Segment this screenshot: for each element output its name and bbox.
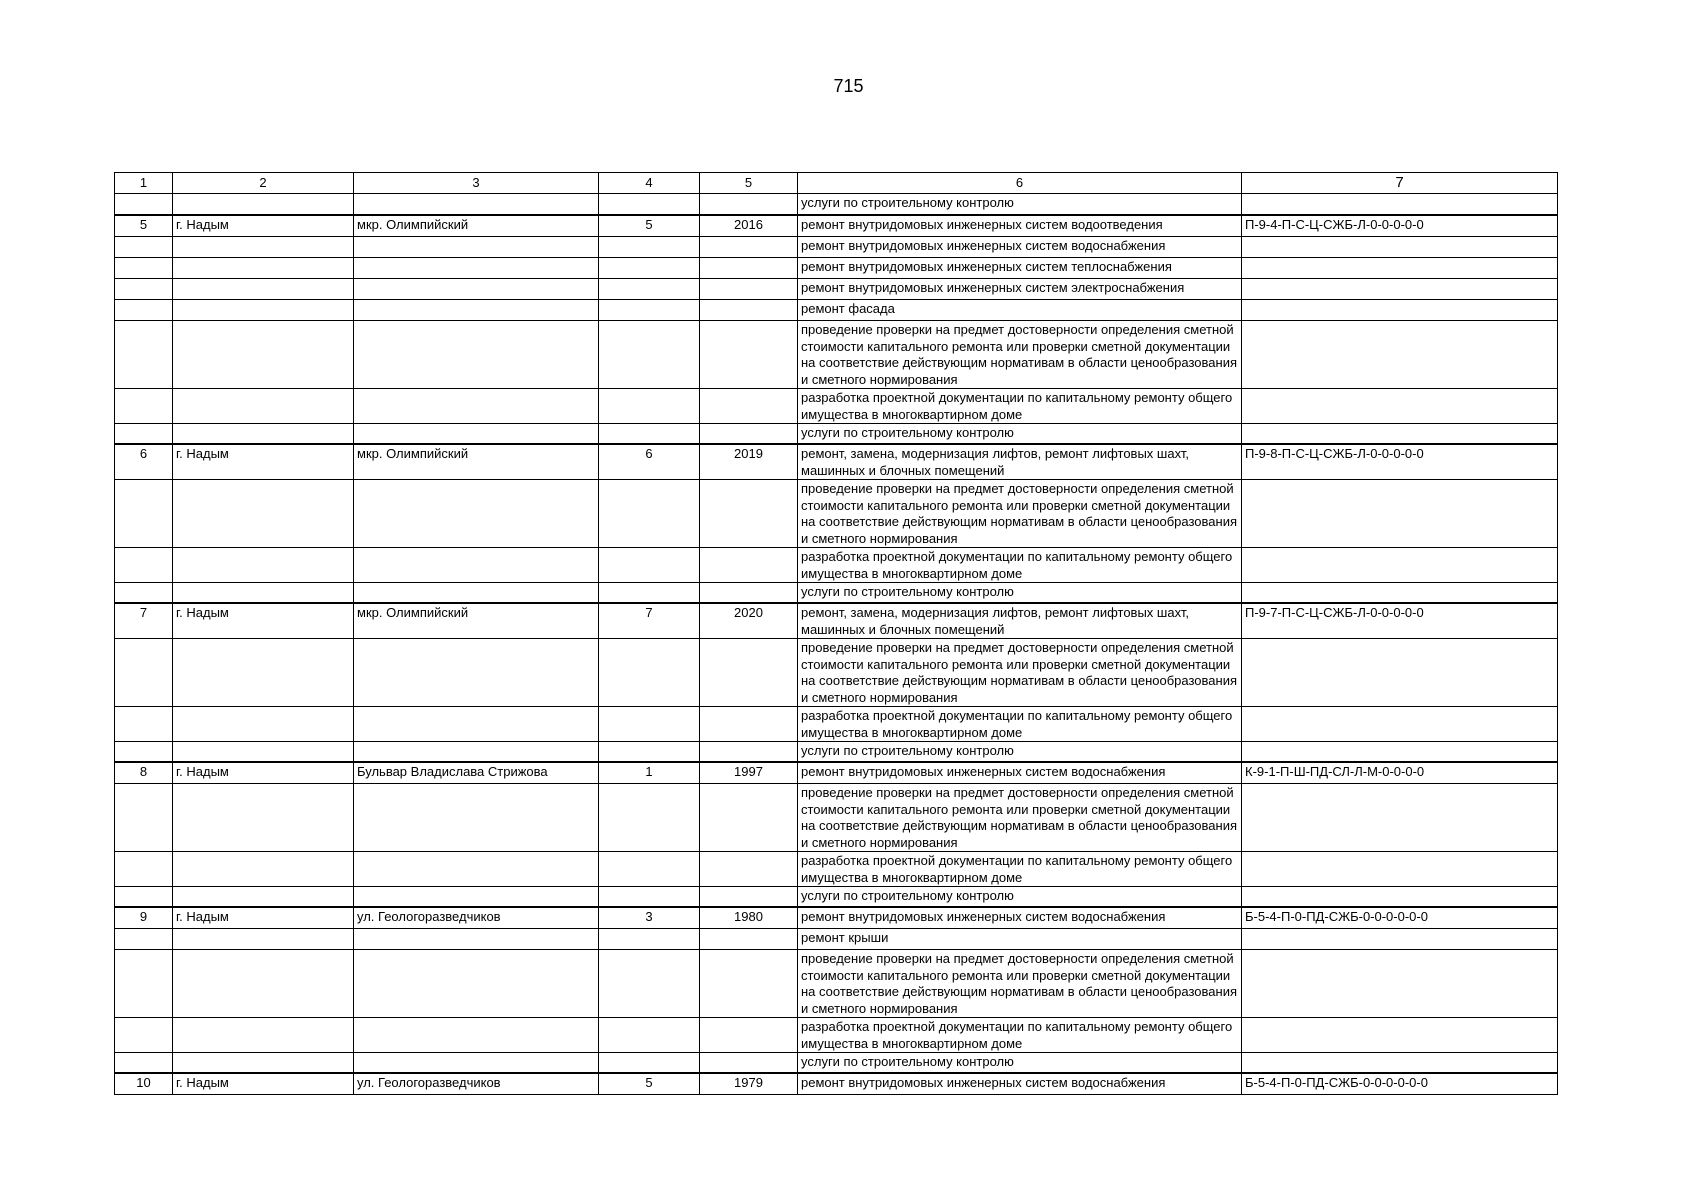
- city-cell: [173, 852, 354, 887]
- row-number: [115, 887, 173, 908]
- house-cell: [599, 929, 700, 950]
- work-cell: услуги по строительному контролю: [798, 194, 1242, 216]
- row-number: [115, 1053, 173, 1074]
- house-cell: [599, 321, 700, 389]
- work-cell: разработка проектной документации по капитальному ремонту общего имущества в многоквартирном доме: [798, 389, 1242, 424]
- code-cell: [1242, 389, 1558, 424]
- house-cell: [599, 742, 700, 763]
- work-cell: ремонт внутридомовых инженерных систем водоснабжения: [798, 907, 1242, 929]
- city-cell: [173, 548, 354, 583]
- street-cell: [354, 887, 599, 908]
- row-number: [115, 950, 173, 1018]
- year-cell: [700, 742, 798, 763]
- work-cell: ремонт внутридомовых инженерных систем водоснабжения: [798, 762, 1242, 784]
- row-number: [115, 548, 173, 583]
- work-cell: услуги по строительному контролю: [798, 424, 1242, 445]
- table-row: [115, 444, 1558, 480]
- house-cell: [599, 279, 700, 300]
- year-cell: [700, 548, 798, 583]
- code-cell: К-9-1-П-Ш-ПД-СЛ-Л-М-0-0-0-0: [1242, 762, 1558, 784]
- row-number: [115, 389, 173, 424]
- table-row: [115, 548, 1558, 583]
- year-cell: [700, 929, 798, 950]
- code-cell: [1242, 1018, 1558, 1053]
- year-cell: [700, 1053, 798, 1074]
- work-cell: ремонт внутридомовых инженерных систем электроснабжения: [798, 279, 1242, 300]
- year-cell: [700, 258, 798, 279]
- street-cell: [354, 784, 599, 852]
- street-cell: Бульвар Владислава Стрижова: [354, 762, 599, 784]
- row-number: [115, 583, 173, 604]
- table-row: [115, 1018, 1558, 1053]
- code-cell: [1242, 258, 1558, 279]
- house-cell: 5: [599, 1073, 700, 1095]
- row-number: [115, 424, 173, 445]
- row-number: [115, 480, 173, 548]
- street-cell: [354, 742, 599, 763]
- table-row: [115, 389, 1558, 424]
- city-cell: [173, 389, 354, 424]
- year-cell: [700, 852, 798, 887]
- city-cell: г. Надым: [173, 603, 354, 639]
- work-cell: разработка проектной документации по капитальному ремонту общего имущества в многоквартирном доме: [798, 852, 1242, 887]
- table-row: [115, 237, 1558, 258]
- code-cell: [1242, 279, 1558, 300]
- street-cell: [354, 424, 599, 445]
- table-row: [115, 639, 1558, 707]
- work-cell: услуги по строительному контролю: [798, 1053, 1242, 1074]
- street-cell: [354, 639, 599, 707]
- column-header: 4: [599, 173, 700, 194]
- street-cell: [354, 321, 599, 389]
- column-header: 6: [798, 173, 1242, 194]
- works-table: [114, 172, 1558, 1095]
- house-cell: [599, 1018, 700, 1053]
- table-row: [115, 603, 1558, 639]
- year-cell: [700, 389, 798, 424]
- row-number: [115, 852, 173, 887]
- table-row: [115, 480, 1558, 548]
- city-cell: г. Надым: [173, 907, 354, 929]
- street-cell: [354, 929, 599, 950]
- house-cell: [599, 480, 700, 548]
- row-number: [115, 929, 173, 950]
- street-cell: [354, 1018, 599, 1053]
- house-cell: [599, 1053, 700, 1074]
- table-row: [115, 742, 1558, 763]
- code-cell: [1242, 639, 1558, 707]
- city-cell: [173, 1053, 354, 1074]
- column-header: 1: [115, 173, 173, 194]
- work-cell: ремонт внутридомовых инженерных систем водоснабжения: [798, 237, 1242, 258]
- work-cell: ремонт, замена, модернизация лифтов, ремонт лифтовых шахт, машинных и блочных помещений: [798, 603, 1242, 639]
- code-cell: [1242, 950, 1558, 1018]
- city-cell: [173, 742, 354, 763]
- work-cell: ремонт крыши: [798, 929, 1242, 950]
- work-cell: ремонт внутридомовых инженерных систем водоснабжения: [798, 1073, 1242, 1095]
- house-cell: [599, 852, 700, 887]
- street-cell: [354, 389, 599, 424]
- year-cell: [700, 887, 798, 908]
- house-cell: [599, 583, 700, 604]
- table-row: [115, 300, 1558, 321]
- column-header: 7: [1242, 173, 1558, 194]
- city-cell: [173, 480, 354, 548]
- city-cell: г. Надым: [173, 215, 354, 237]
- house-cell: 3: [599, 907, 700, 929]
- year-cell: [700, 237, 798, 258]
- table-row: [115, 929, 1558, 950]
- city-cell: [173, 639, 354, 707]
- city-cell: [173, 950, 354, 1018]
- code-cell: [1242, 424, 1558, 445]
- house-cell: 6: [599, 444, 700, 480]
- city-cell: [173, 707, 354, 742]
- house-cell: 1: [599, 762, 700, 784]
- row-number: [115, 237, 173, 258]
- header-row: [115, 173, 1558, 194]
- house-cell: [599, 887, 700, 908]
- house-cell: 7: [599, 603, 700, 639]
- house-cell: [599, 950, 700, 1018]
- code-cell: [1242, 237, 1558, 258]
- year-cell: [700, 480, 798, 548]
- code-cell: Б-5-4-П-0-ПД-СЖБ-0-0-0-0-0-0: [1242, 1073, 1558, 1095]
- street-cell: [354, 279, 599, 300]
- year-cell: [700, 300, 798, 321]
- city-cell: [173, 237, 354, 258]
- row-number: [115, 300, 173, 321]
- row-number: 9: [115, 907, 173, 929]
- work-cell: проведение проверки на предмет достоверности определения сметной стоимости капитального ремонта или проверки сметной документации на соответствие действующим нормативам в области ценообразования и сметного нормирования: [798, 639, 1242, 707]
- table-row: [115, 424, 1558, 445]
- code-cell: [1242, 784, 1558, 852]
- city-cell: [173, 258, 354, 279]
- city-cell: г. Надым: [173, 444, 354, 480]
- year-cell: [700, 950, 798, 1018]
- street-cell: [354, 258, 599, 279]
- table-row: [115, 852, 1558, 887]
- code-cell: П-9-8-П-С-Ц-СЖБ-Л-0-0-0-0-0: [1242, 444, 1558, 480]
- code-cell: [1242, 321, 1558, 389]
- table-row: [115, 279, 1558, 300]
- street-cell: [354, 480, 599, 548]
- table-row: [115, 194, 1558, 216]
- table-row: [115, 707, 1558, 742]
- street-cell: ул. Геологоразведчиков: [354, 907, 599, 929]
- city-cell: [173, 194, 354, 216]
- work-cell: услуги по строительному контролю: [798, 742, 1242, 763]
- year-cell: [700, 784, 798, 852]
- street-cell: мкр. Олимпийский: [354, 215, 599, 237]
- code-cell: [1242, 929, 1558, 950]
- work-cell: разработка проектной документации по капитальному ремонту общего имущества в многоквартирном доме: [798, 1018, 1242, 1053]
- code-cell: [1242, 1053, 1558, 1074]
- row-number: 6: [115, 444, 173, 480]
- street-cell: мкр. Олимпийский: [354, 603, 599, 639]
- work-cell: проведение проверки на предмет достоверности определения сметной стоимости капитального ремонта или проверки сметной документации на соответствие действующим нормативам в области ценообразования и сметного нормирования: [798, 950, 1242, 1018]
- house-cell: [599, 548, 700, 583]
- house-cell: [599, 707, 700, 742]
- city-cell: [173, 929, 354, 950]
- city-cell: [173, 424, 354, 445]
- table-row: [115, 321, 1558, 389]
- column-header: 3: [354, 173, 599, 194]
- city-cell: [173, 279, 354, 300]
- table-row: [115, 887, 1558, 908]
- work-cell: разработка проектной документации по капитальному ремонту общего имущества в многоквартирном доме: [798, 707, 1242, 742]
- street-cell: мкр. Олимпийский: [354, 444, 599, 480]
- code-cell: [1242, 887, 1558, 908]
- row-number: [115, 742, 173, 763]
- column-header: 2: [173, 173, 354, 194]
- code-cell: П-9-7-П-С-Ц-СЖБ-Л-0-0-0-0-0: [1242, 603, 1558, 639]
- city-cell: г. Надым: [173, 762, 354, 784]
- row-number: 5: [115, 215, 173, 237]
- house-cell: [599, 784, 700, 852]
- table-row: [115, 1073, 1558, 1095]
- street-cell: [354, 237, 599, 258]
- street-cell: [354, 852, 599, 887]
- code-cell: [1242, 194, 1558, 216]
- city-cell: [173, 583, 354, 604]
- city-cell: [173, 784, 354, 852]
- year-cell: 2020: [700, 603, 798, 639]
- row-number: [115, 258, 173, 279]
- table-row: [115, 762, 1558, 784]
- code-cell: [1242, 583, 1558, 604]
- house-cell: [599, 389, 700, 424]
- code-cell: [1242, 742, 1558, 763]
- row-number: [115, 194, 173, 216]
- year-cell: 1979: [700, 1073, 798, 1095]
- code-cell: [1242, 480, 1558, 548]
- row-number: [115, 279, 173, 300]
- work-cell: ремонт внутридомовых инженерных систем водоотведения: [798, 215, 1242, 237]
- table-row: [115, 1053, 1558, 1074]
- year-cell: 1980: [700, 907, 798, 929]
- year-cell: [700, 424, 798, 445]
- house-cell: 5: [599, 215, 700, 237]
- city-cell: [173, 300, 354, 321]
- code-cell: П-9-4-П-С-Ц-СЖБ-Л-0-0-0-0-0: [1242, 215, 1558, 237]
- table-row: [115, 784, 1558, 852]
- house-cell: [599, 424, 700, 445]
- year-cell: 2019: [700, 444, 798, 480]
- city-cell: г. Надым: [173, 1073, 354, 1095]
- row-number: 10: [115, 1073, 173, 1095]
- street-cell: [354, 950, 599, 1018]
- row-number: 7: [115, 603, 173, 639]
- house-cell: [599, 258, 700, 279]
- table-row: [115, 215, 1558, 237]
- city-cell: [173, 1018, 354, 1053]
- code-cell: [1242, 548, 1558, 583]
- work-cell: проведение проверки на предмет достоверности определения сметной стоимости капитального ремонта или проверки сметной документации на соответствие действующим нормативам в области ценообразования и сметного нормирования: [798, 480, 1242, 548]
- year-cell: [700, 639, 798, 707]
- year-cell: [700, 1018, 798, 1053]
- house-cell: [599, 639, 700, 707]
- street-cell: ул. Геологоразведчиков: [354, 1073, 599, 1095]
- code-cell: [1242, 707, 1558, 742]
- year-cell: [700, 707, 798, 742]
- work-cell: проведение проверки на предмет достоверности определения сметной стоимости капитального ремонта или проверки сметной документации на соответствие действующим нормативам в области ценообразования и сметного нормирования: [798, 321, 1242, 389]
- year-cell: 2016: [700, 215, 798, 237]
- column-header: 5: [700, 173, 798, 194]
- year-cell: [700, 194, 798, 216]
- year-cell: [700, 279, 798, 300]
- table-row: [115, 950, 1558, 1018]
- row-number: [115, 784, 173, 852]
- year-cell: [700, 321, 798, 389]
- table-row: [115, 258, 1558, 279]
- work-cell: проведение проверки на предмет достоверности определения сметной стоимости капитального ремонта или проверки сметной документации на соответствие действующим нормативам в области ценообразования и сметного нормирования: [798, 784, 1242, 852]
- page-number: 715: [833, 76, 864, 96]
- street-cell: [354, 583, 599, 604]
- year-cell: 1997: [700, 762, 798, 784]
- year-cell: [700, 583, 798, 604]
- row-number: 8: [115, 762, 173, 784]
- table-row: [115, 907, 1558, 929]
- work-cell: разработка проектной документации по капитальному ремонту общего имущества в многоквартирном доме: [798, 548, 1242, 583]
- house-cell: [599, 237, 700, 258]
- street-cell: [354, 548, 599, 583]
- code-cell: [1242, 852, 1558, 887]
- row-number: [115, 1018, 173, 1053]
- city-cell: [173, 321, 354, 389]
- code-cell: [1242, 300, 1558, 321]
- street-cell: [354, 194, 599, 216]
- work-cell: ремонт, замена, модернизация лифтов, ремонт лифтовых шахт, машинных и блочных помещений: [798, 444, 1242, 480]
- row-number: [115, 321, 173, 389]
- work-cell: услуги по строительному контролю: [798, 887, 1242, 908]
- street-cell: [354, 707, 599, 742]
- street-cell: [354, 1053, 599, 1074]
- house-cell: [599, 300, 700, 321]
- row-number: [115, 639, 173, 707]
- city-cell: [173, 887, 354, 908]
- table-row: [115, 583, 1558, 604]
- work-cell: ремонт фасада: [798, 300, 1242, 321]
- row-number: [115, 707, 173, 742]
- work-cell: ремонт внутридомовых инженерных систем теплоснабжения: [798, 258, 1242, 279]
- street-cell: [354, 300, 599, 321]
- work-cell: услуги по строительному контролю: [798, 583, 1242, 604]
- code-cell: Б-5-4-П-0-ПД-СЖБ-0-0-0-0-0-0: [1242, 907, 1558, 929]
- house-cell: [599, 194, 700, 216]
